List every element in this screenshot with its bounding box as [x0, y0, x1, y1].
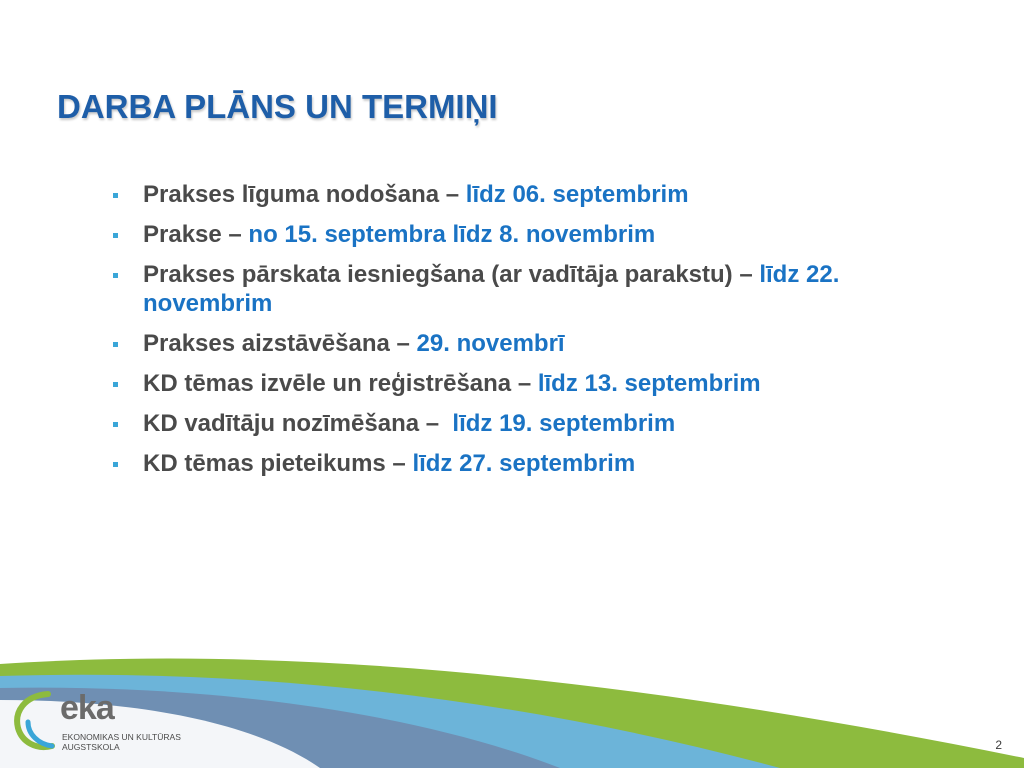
bullet-marker-icon	[113, 422, 118, 427]
bullet-item	[113, 329, 933, 358]
bullet-text: Prakses pārskata iesniegšana (ar vadītāja parakstu) –	[143, 261, 760, 288]
bullet-marker-icon	[113, 273, 118, 278]
bullet-deadline: līdz 13. septembrim	[537, 370, 761, 397]
bullet-text: Prakses aizstāvēšana –	[143, 330, 417, 357]
bullet-deadline: no 15. septembra līdz 8. novembrim	[248, 221, 656, 248]
bullet-marker-icon	[113, 382, 118, 387]
bullet-text: KD vadītāju nozīmēšana –	[143, 410, 453, 437]
logo-wordmark: eka	[60, 689, 114, 727]
bullet-item	[113, 449, 933, 478]
bullet-deadline: 29. novembrī	[416, 330, 565, 357]
bullet-text: KD tēmas pieteikums –	[143, 450, 413, 477]
slide-title: DARBA PLĀNS UN TERMIŅI	[57, 88, 498, 125]
bullet-marker-icon	[113, 462, 118, 467]
bullet-deadline: līdz 19. septembrim	[452, 410, 676, 437]
bullet-deadline: līdz 06. septembrim	[465, 181, 689, 208]
page-number: 2	[995, 738, 1002, 752]
logo-subtitle-line-2: AUGSTSKOLA	[62, 742, 120, 752]
logo-subtitle	[62, 732, 181, 752]
bullet-item	[113, 220, 933, 249]
bullet-marker-icon	[113, 342, 118, 347]
bullet-item	[113, 260, 933, 318]
bullet-item	[113, 369, 933, 398]
eka-logo-mark-icon	[12, 690, 58, 752]
bullet-marker-icon	[113, 233, 118, 238]
bullet-list	[113, 180, 933, 489]
bullet-item	[113, 409, 933, 438]
bullet-text: Prakses līguma nodošana –	[143, 181, 466, 208]
logo-subtitle-line-1: EKONOMIKAS UN KULTŪRAS	[62, 732, 181, 742]
bullet-marker-icon	[113, 193, 118, 198]
eka-logo	[12, 688, 202, 754]
bullet-text: Prakse –	[143, 221, 249, 248]
bullet-item	[113, 180, 933, 209]
bullet-deadline: līdz 22. novembrim	[143, 261, 840, 317]
bullet-text: KD tēmas izvēle un reģistrēšana –	[143, 370, 538, 397]
bullet-deadline: līdz 27. septembrim	[412, 450, 636, 477]
